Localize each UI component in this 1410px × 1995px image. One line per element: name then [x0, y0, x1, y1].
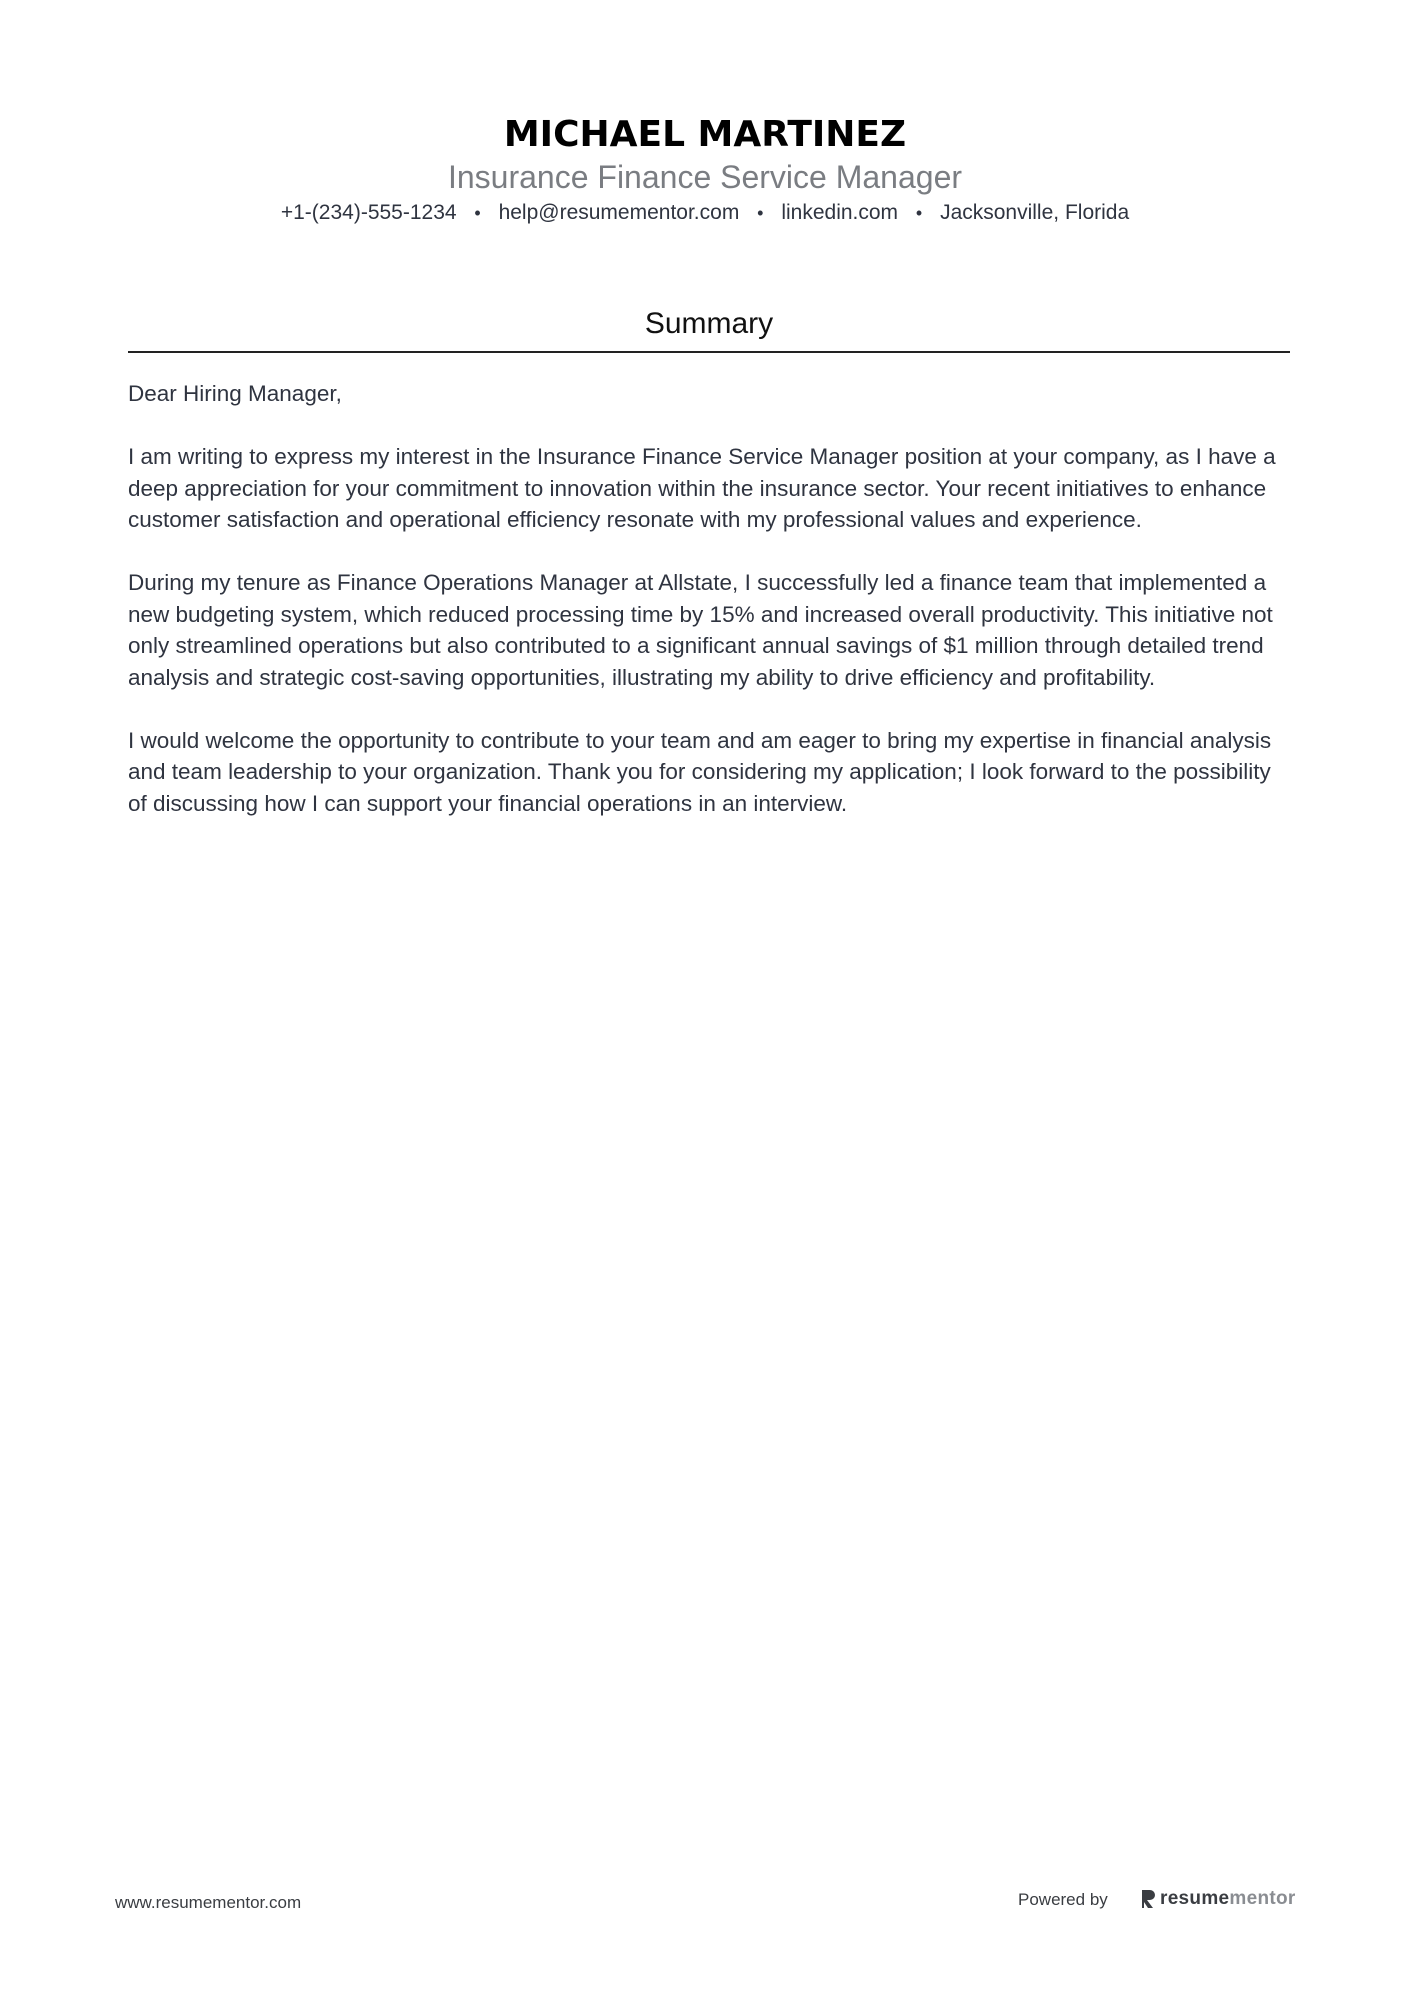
logo-wordmark	[1160, 1888, 1296, 1910]
footer-website-link[interactable]: www.resumementor.com	[115, 1893, 302, 1912]
letter-paragraph: I am writing to express my interest in the Insurance Finance Service Manager position at your company, as I have a deep appreciation for your commitment to innovation within the insurance sector. Your recent initiatives to enhance customer satisfaction and operational efficiency resonate with my professional values and experience.	[128, 444, 1276, 532]
job-title: Insurance Finance Service Manager	[447, 159, 963, 195]
contact-separator: •	[757, 203, 764, 223]
letter-paragraph: During my tenure as Finance Operations Manager at Allstate, I successfully led a finance team that implemented a new budgeting system, which reduced processing time by 15% and increased overall productivity. This initiative not only streamlined operations but also contributed to a significant annual savings of $1 million through detailed trend analysis and strategic cost-saving opportunities, illustrating my ability to drive efficiency and profitability.	[128, 570, 1273, 690]
contact-email[interactable]: help@resumementor.com	[498, 201, 740, 224]
contact-linkedin[interactable]: linkedin.com	[781, 201, 899, 224]
resumementor-logo-icon	[1140, 1888, 1156, 1910]
contact-line	[0, 198, 1410, 228]
letter-paragraph: I would welcome the opportunity to contribute to your team and am eager to bring my expertise in financial analysis and team leadership to your organization. Thank you for considering my application; I look forward to the possibility of discussing how I can support your financial operations in an interview.	[128, 727, 1272, 816]
contact-separator: •	[915, 203, 923, 223]
cover-letter-body	[128, 378, 1290, 851]
footer-powered-by: Powered by	[1018, 1890, 1108, 1909]
section-divider	[128, 351, 1290, 353]
logo-wordmark-light: mentor	[1229, 1888, 1296, 1909]
candidate-name: MICHAEL MARTINEZ	[503, 114, 907, 155]
resumementor-logo[interactable]	[1140, 1886, 1296, 1912]
logo-wordmark-bold: resume	[1160, 1888, 1230, 1909]
letter-greeting: Dear Hiring Manager,	[128, 381, 342, 406]
contact-location: Jacksonville, Florida	[940, 201, 1130, 224]
contact-separator: •	[474, 203, 481, 223]
contact-phone: +1-(234)-555-1234	[280, 201, 457, 224]
section-title-summary: Summary	[644, 307, 774, 340]
resume-header	[0, 112, 1410, 228]
